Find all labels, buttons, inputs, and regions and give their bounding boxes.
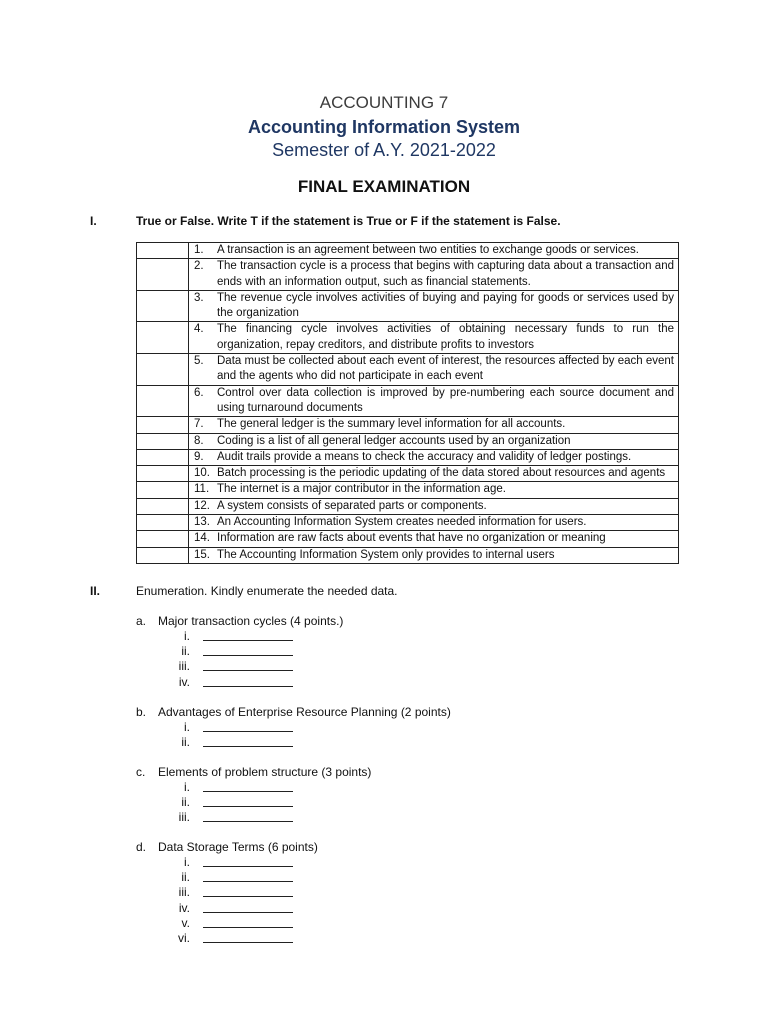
table-row [137,498,679,514]
answer-row [160,810,300,825]
statement-number: 6. [194,386,204,399]
answer-blank-line[interactable] [203,686,293,687]
statement-item [189,243,678,258]
answer-row [160,901,300,916]
table-row [137,466,679,482]
statement-number: 12. [194,499,210,512]
statement-cell [189,259,679,291]
table-row [137,243,679,259]
statement-item [189,515,678,530]
answer-list [160,855,300,946]
answer-row [160,644,300,659]
statement-number: 5. [194,355,204,368]
statement-text: The revenue cycle involves activities of buying and paying for goods or services used by the organization [217,291,674,320]
part-label: Elements of problem structure (3 points) [158,765,372,779]
statement-text: An Accounting Information System creates needed information for users. [217,516,587,529]
statement-text: Audit trails provide a means to check the accuracy and validity of ledger postings. [217,450,632,463]
statement-item [189,450,678,465]
statement-text: The general ledger is the summary level information for all accounts. [217,418,566,431]
answer-blank-line[interactable] [203,866,293,867]
answer-cell[interactable] [137,498,189,514]
course-code: ACCOUNTING 7 [319,93,449,112]
roman-numeral: i. [184,629,190,643]
statement-item [189,482,678,497]
table-row [137,290,679,322]
statement-text: Information are raw facts about events that have no organization or meaning [217,532,606,545]
roman-numeral: ii. [181,795,190,810]
section2-instruction: Enumeration. Kindly enumerate the needed data. [136,584,398,598]
answer-row [160,916,300,931]
roman-numeral: iii. [178,659,190,674]
roman-numeral: ii. [181,735,190,750]
statement-item [189,259,678,290]
statement-text: The internet is a major contributor in the information age. [217,483,506,496]
statement-item [189,354,678,385]
section1-instruction: True or False. Write T if the statement is True or F if the statement is False. [136,214,561,228]
section1-number: I. [90,214,97,228]
answer-row [160,855,300,870]
statement-number: 11. [194,483,210,496]
statement-cell [189,354,679,386]
answer-row [160,780,300,795]
statement-number: 9. [194,450,204,463]
statement-number: 10. [194,467,210,480]
statement-cell [189,547,679,563]
statement-text: Data must be collected about each event of interest, the resources affected by each event and the agents who did not participate in each event [217,355,674,383]
roman-numeral: vi. [178,930,190,945]
statement-text: Control over data collection is improved by pre-numbering each source document and using turnaround documents [217,386,674,414]
statement-number: 4. [194,323,204,336]
table-row [137,354,679,386]
exam-title: FINAL EXAMINATION [297,177,471,196]
part-label: Data Storage Terms (6 points) [158,840,318,854]
table-row [137,433,679,449]
table-row [137,482,679,498]
statement-text: The financing cycle involves activities of obtaining necessary funds to run the organization, repay creditors, and distribute profits to investors [217,323,674,351]
table-row [137,417,679,433]
statement-text: Coding is a list of all general ledger accounts used by an organization [217,434,571,447]
statement-item [189,531,678,546]
statement-number: 15. [194,548,210,561]
part-letter: d. [136,840,147,854]
answer-blank-line[interactable] [203,912,293,913]
table-row [137,547,679,563]
table-row [137,449,679,465]
roman-numeral: ii. [181,644,190,659]
answer-cell[interactable] [137,482,189,498]
table-row [137,531,679,547]
statement-cell [189,322,679,354]
answer-blank-line[interactable] [203,655,293,656]
table-row [137,259,679,291]
statement-cell [189,498,679,514]
statement-item [189,291,678,322]
answer-row [160,720,300,735]
statement-number: 13. [194,516,210,529]
answer-cell[interactable] [137,466,189,482]
answer-blank-line[interactable] [203,806,293,807]
answer-list [160,780,300,826]
answer-cell[interactable] [137,243,189,259]
answer-cell[interactable] [137,417,189,433]
table-row [137,385,679,417]
roman-numeral: i. [184,780,190,794]
statement-cell [189,385,679,417]
statement-number: 2. [194,260,204,273]
roman-numeral: iv. [178,674,190,689]
answer-cell[interactable] [137,322,189,354]
part-letter: a. [136,614,147,628]
answer-cell[interactable] [137,385,189,417]
answer-row [160,629,300,644]
statement-cell [189,449,679,465]
part-label: Major transaction cycles (4 points.) [158,614,344,628]
statement-number: 14. [194,532,210,545]
statement-number: 3. [194,291,204,304]
statement-item [189,434,678,449]
statement-item [189,466,678,481]
answer-blank-line[interactable] [203,942,293,943]
roman-numeral: i. [184,855,190,869]
answer-cell[interactable] [137,290,189,322]
statement-cell [189,482,679,498]
statement-number: 7. [194,418,204,431]
answer-list [160,720,300,750]
statement-text: Batch processing is the periodic updating of the data stored about resources and agents [217,467,666,480]
answer-row [160,735,300,750]
statement-item [189,322,678,353]
answer-row [160,659,300,674]
roman-numeral: ii. [181,870,190,885]
section2-number: II. [90,584,101,598]
statement-number: 1. [194,244,204,256]
statement-item [189,386,678,417]
statement-cell [189,243,679,259]
answer-row [160,931,300,946]
statement-cell [189,433,679,449]
part-letter: b. [136,705,147,719]
statement-cell [189,417,679,433]
statement-cell [189,466,679,482]
answer-blank-line[interactable] [203,640,293,641]
answer-blank-line[interactable] [203,746,293,747]
statement-item [189,417,678,432]
true-false-table [136,242,679,564]
answer-blank-line[interactable] [203,821,293,822]
answer-row [160,885,300,900]
statement-cell [189,531,679,547]
roman-numeral: i. [184,720,190,734]
answer-row [160,795,300,810]
answer-blank-line[interactable] [203,731,293,732]
answer-row [160,870,300,885]
answer-blank-line[interactable] [203,927,293,928]
statement-text: A system consists of separated parts or components. [217,499,487,512]
answer-blank-line[interactable] [203,791,293,792]
roman-numeral: v. [181,915,190,930]
semester-label: Semester of A.Y. 2021-2022 [272,140,496,160]
table-row [137,515,679,531]
statement-cell [189,515,679,531]
table-row [137,322,679,354]
answer-cell[interactable] [137,354,189,386]
statement-text: The Accounting Information System only provides to internal users [217,548,555,561]
statement-number: 8. [194,434,204,447]
answer-blank-line[interactable] [203,881,293,882]
roman-numeral: iii. [178,885,190,900]
answer-row [160,675,300,690]
answer-list [160,629,300,690]
statement-text: A transaction is an agreement between two entities to exchange goods or services. [217,244,639,256]
statement-text: The transaction cycle is a process that begins with capturing data about a transaction and ends with an information output, such as financial statements. [217,260,674,288]
statement-item [189,499,678,514]
answer-blank-line[interactable] [203,670,293,671]
roman-numeral: iv. [178,900,190,915]
answer-cell[interactable] [137,433,189,449]
answer-cell[interactable] [137,449,189,465]
roman-numeral: iii. [178,810,190,825]
statement-item [189,548,678,563]
answer-blank-line[interactable] [203,896,293,897]
part-letter: c. [136,765,146,779]
statement-cell [189,290,679,322]
course-name: Accounting Information System [247,117,521,137]
answer-cell[interactable] [137,259,189,291]
answer-cell[interactable] [137,531,189,547]
answer-cell[interactable] [137,547,189,563]
part-label: Advantages of Enterprise Resource Planning (2 points) [158,705,451,719]
answer-cell[interactable] [137,515,189,531]
